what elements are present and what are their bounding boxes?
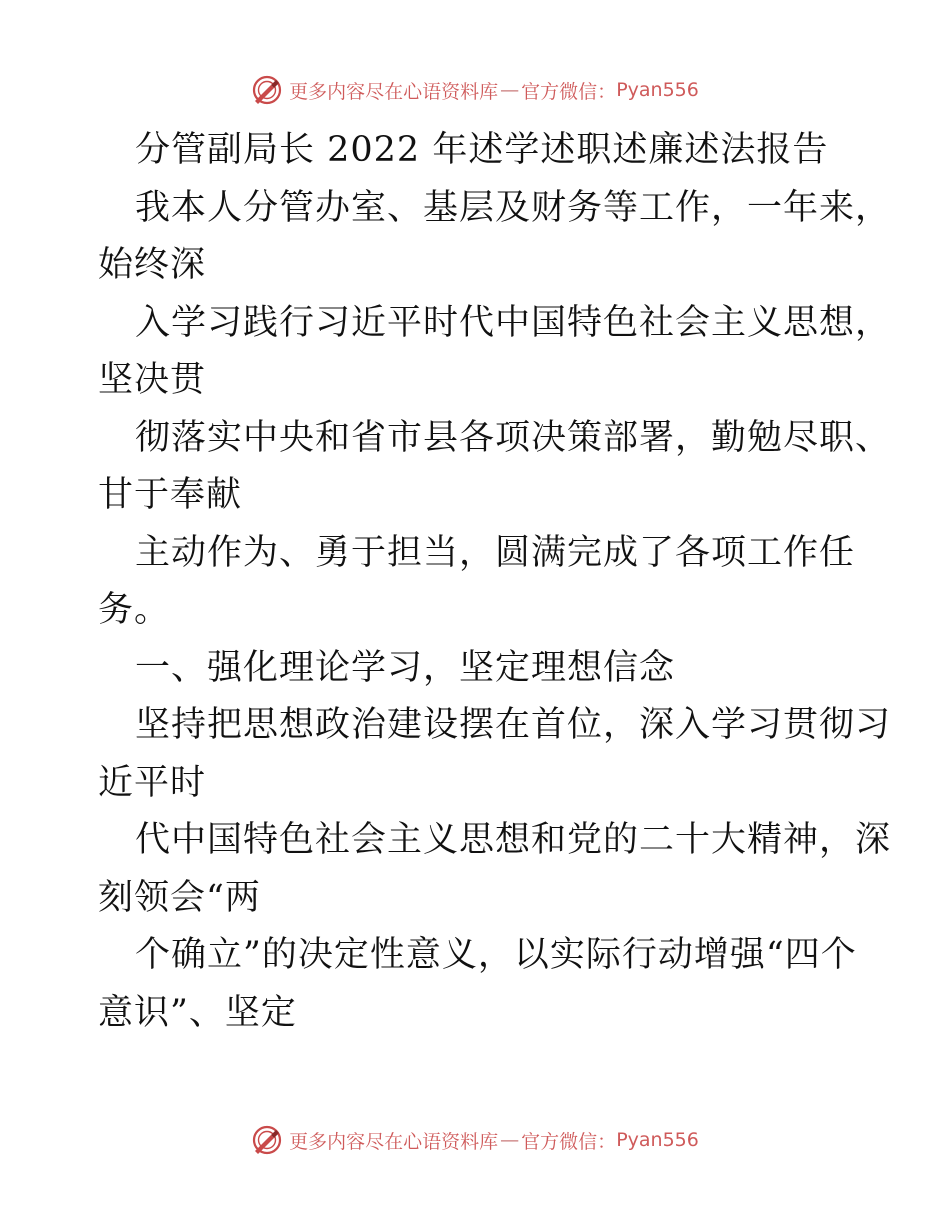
watermark-contact: 官方微信： — [521, 1130, 617, 1153]
document-title: 分管副局长 2022 年述学述职述廉述法报告 — [135, 130, 829, 170]
paragraph-line: 入学习践行习近平时代中国特色社会主义思想， — [135, 302, 892, 343]
paragraph-line: 主动作为、勇于担当，圆满完成了各项工作任 — [135, 532, 856, 573]
footer-watermark — [0, 1120, 950, 1160]
watermark-separator: — — [500, 1129, 520, 1151]
watermark-contact: 官方微信： — [521, 80, 617, 103]
paragraph-line: 务。 — [98, 590, 171, 630]
paragraph-line: 代中国特色社会主义思想和党的二十大精神，深 — [135, 820, 892, 860]
pen-logo-icon — [251, 1124, 283, 1156]
watermark-id: Pyan556 — [616, 1129, 699, 1151]
paragraph-line: 刻领会“两 — [98, 877, 261, 918]
watermark-text: 更多内容尽在心语资料库 — [289, 80, 499, 103]
watermark-text: 更多内容尽在心语资料库 — [289, 1130, 499, 1153]
paragraph-line: 甘于奉献 — [98, 475, 243, 515]
paragraph-line: 始终深 — [98, 245, 207, 285]
paragraph-line: 意识”、坚定 — [98, 992, 297, 1033]
document-body — [98, 122, 892, 1042]
pen-logo-icon — [251, 74, 283, 106]
paragraph-line: 彻落实中央和省市县各项决策部署，勤勉尽职、 — [135, 417, 892, 458]
header-watermark — [0, 70, 950, 110]
paragraph-line: 一、强化理论学习，坚定理想信念 — [135, 647, 676, 688]
paragraph-line: 我本人分管办室、基层及财务等工作，一年来， — [135, 187, 892, 228]
paragraph-line: 坚决贯 — [98, 360, 207, 400]
paragraph-line: 坚持把思想政治建设摆在首位，深入学习贯彻习 — [135, 705, 892, 745]
paragraph-line: 个确立”的决定性意义，以实际行动增强“四个 — [135, 935, 857, 975]
watermark-id: Pyan556 — [616, 79, 699, 101]
paragraph-line: 近平时 — [98, 762, 207, 803]
watermark-separator: — — [500, 79, 520, 101]
